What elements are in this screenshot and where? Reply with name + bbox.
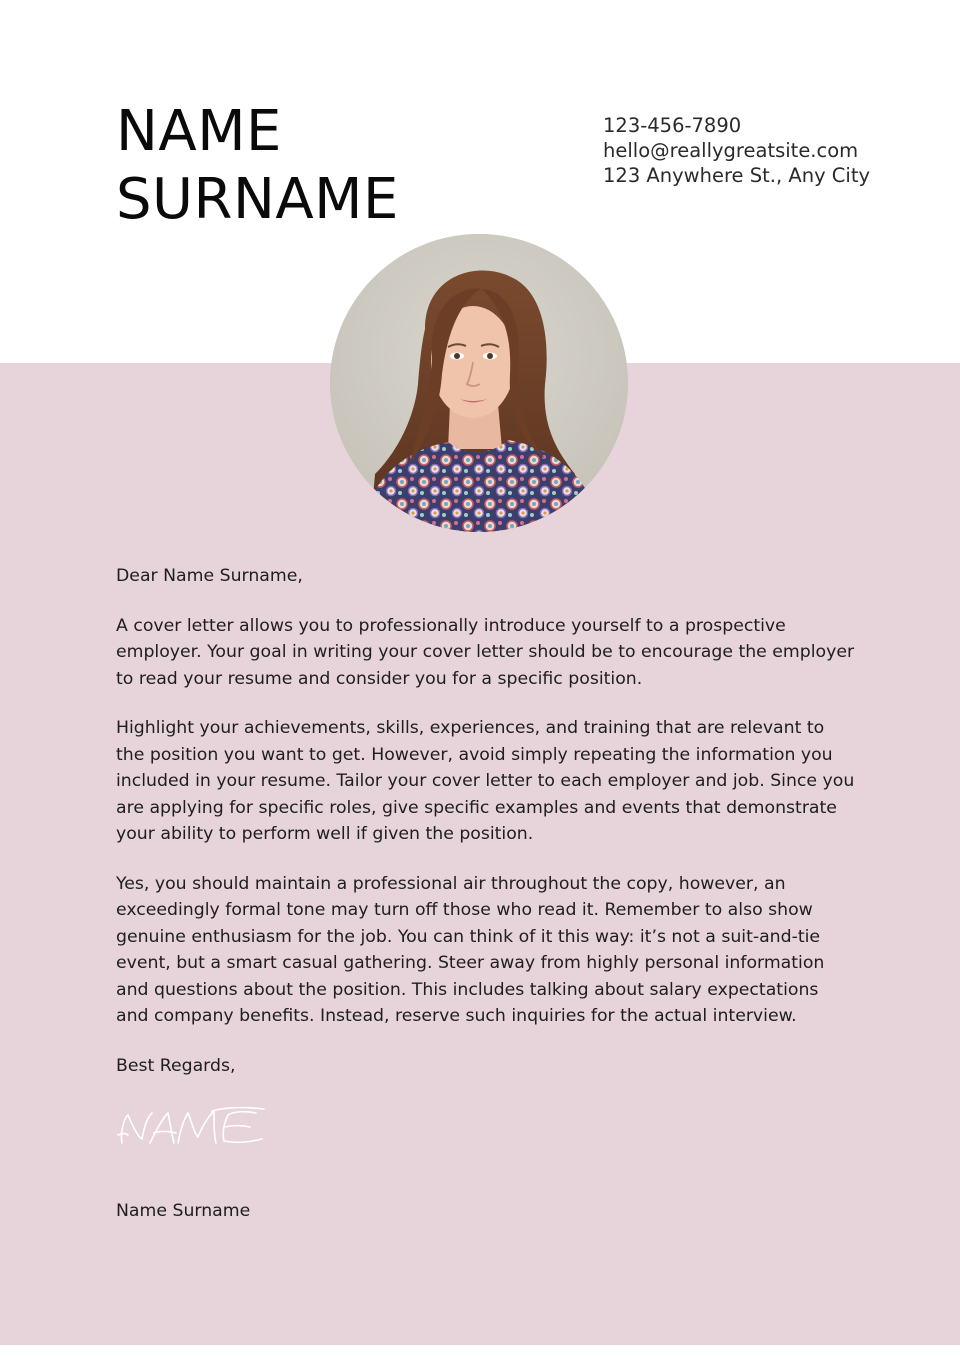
letter-paragraph-1: A cover letter allows you to professionally introduce yourself to a prospective employer. Your goal in writing your cover letter should be to encourage the employer to read your resume and consider you for a specific position. [116,615,855,689]
letter-closing: Best Regards, [116,1055,236,1076]
letter-body [116,563,856,1079]
contact-email: hello@reallygreatsite.com [603,139,859,162]
name-line-surname: SURNAME [116,167,399,232]
letter-paragraph-3: Yes, you should maintain a professional air throughout the copy, however, an exceedingly formal tone may turn off those who read it. Remember to also show genuine enthusiasm for the job. You can think of it this way: it’s not a suit-and-tie event, but a smart casual gathering. Steer away from highly personal information and questions about the position. This includes talking about salary expectations and company benefits. Instead, reserve such inquiries for the actual interview. [116,873,825,1026]
letter-paragraph-2: Highlight your achievements, skills, experiences, and training that are relevant to the position you want to get. However, avoid simply repeating the information you included in your resume. Tailor your cover letter to each employer and job. Since you are applying for specific roles, give specific examples and events that demonstrate your ability to perform well if given the position. [116,718,855,844]
portrait-photo [330,234,628,532]
signature-icon [116,1103,266,1153]
contact-info [603,113,870,188]
signer-name: Name Surname [116,1201,251,1221]
contact-address: 123 Anywhere St., Any City [603,164,871,187]
contact-phone: 123-456-7890 [603,114,742,137]
handwritten-signature [116,1103,266,1153]
name-line-first: NAME [116,99,282,164]
letter-salutation: Dear Name Surname, [116,566,303,586]
portrait-illustration [330,234,628,532]
applicant-name-heading [116,98,399,234]
